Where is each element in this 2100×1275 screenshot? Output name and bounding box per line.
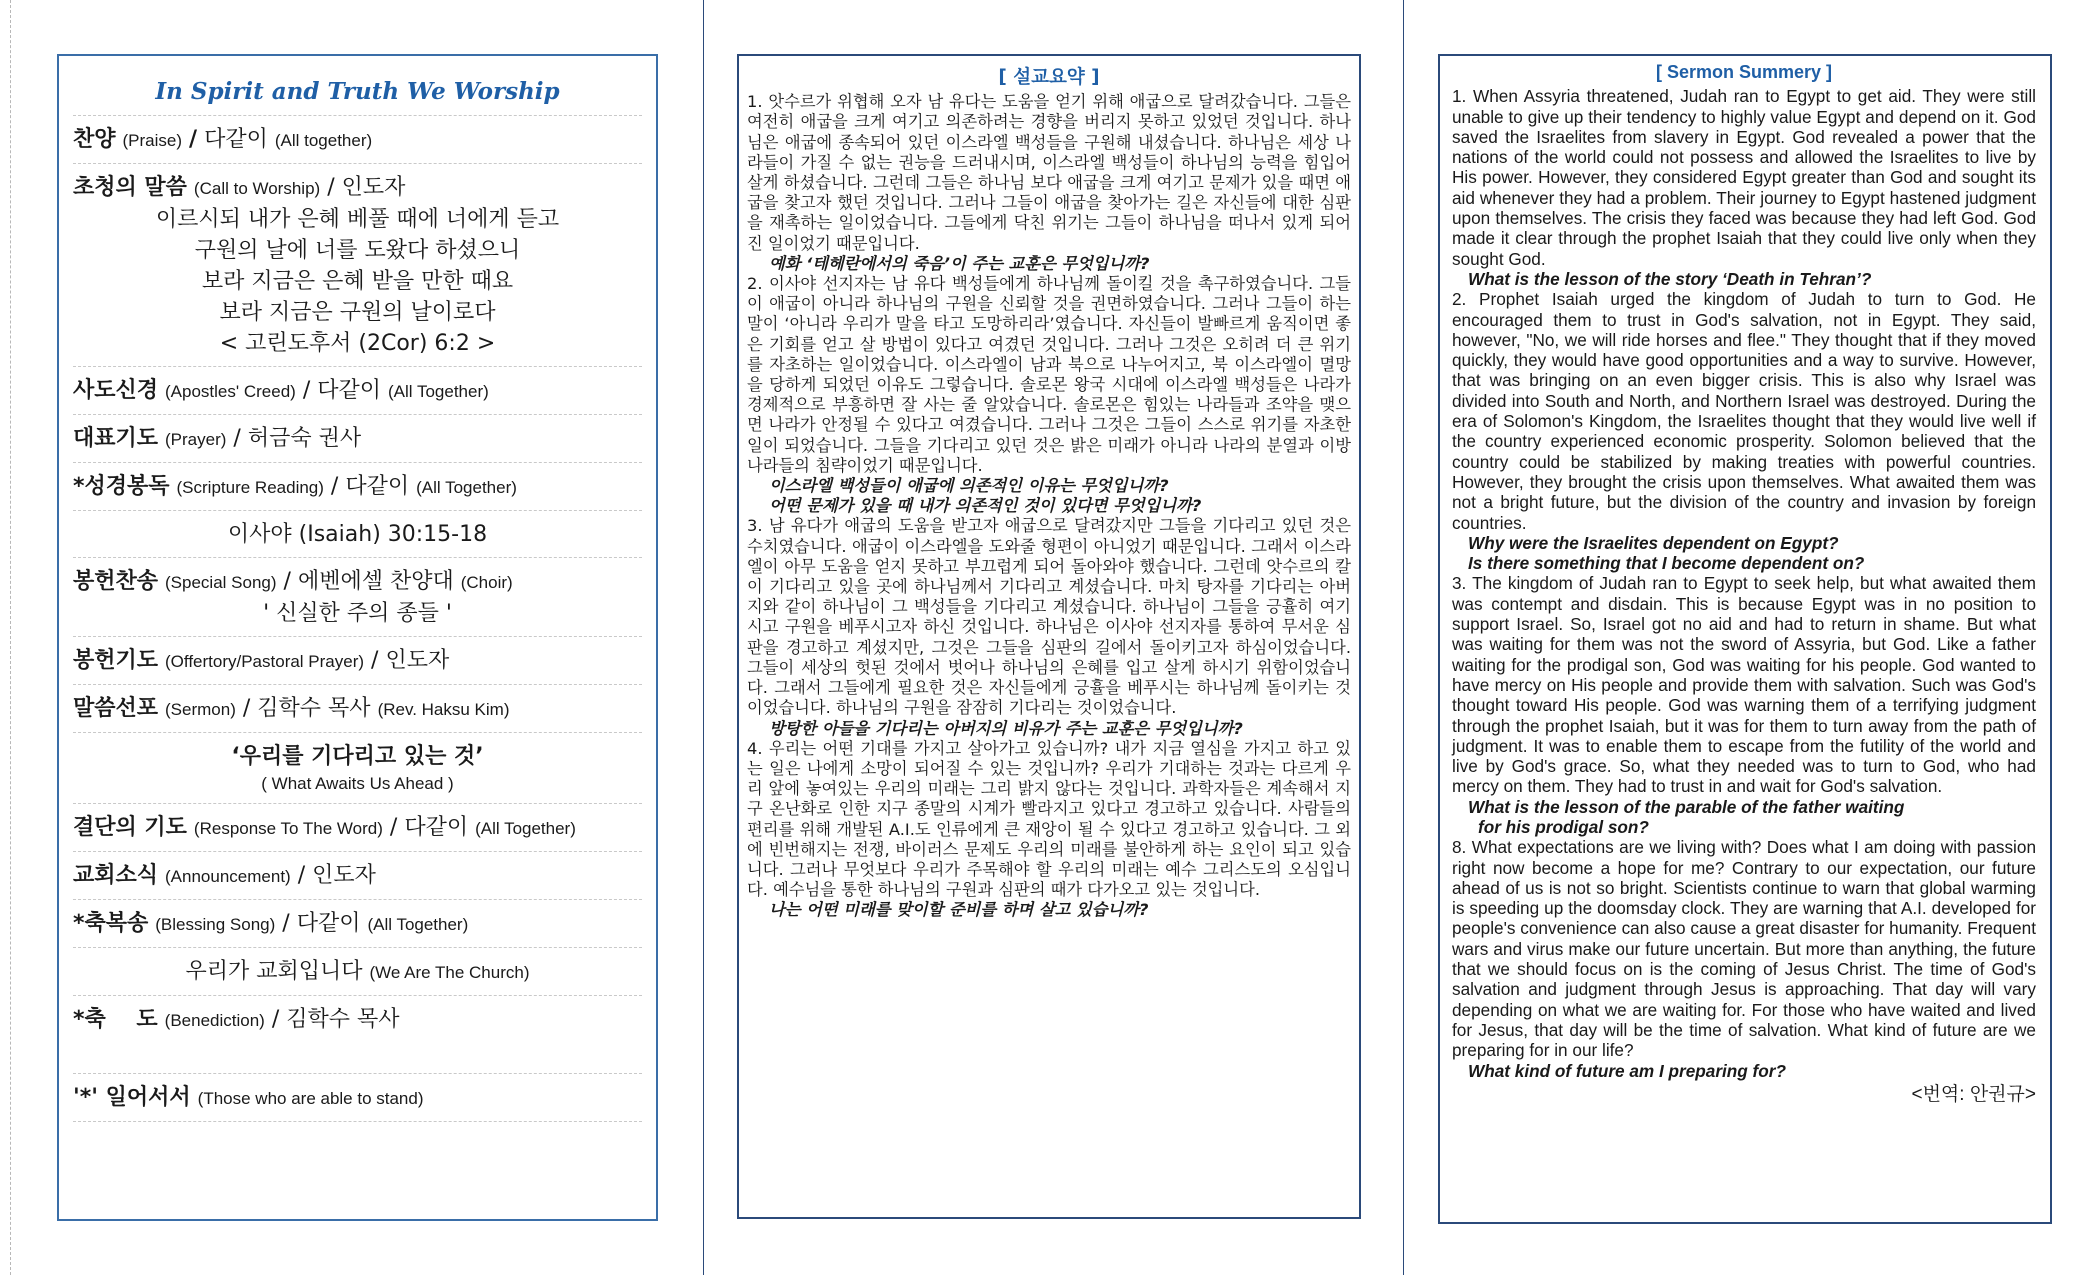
order-item-response: 결단의 기도 (Response To The Word) / 다같이 (All Together): [73, 803, 642, 851]
stand-note: '*' 일어서서 (Those who are able to stand): [73, 1073, 642, 1121]
order-item-offertory-prayer: 봉헌기도 (Offertory/Pastoral Prayer) / 인도자: [73, 636, 642, 684]
order-item-call-to-worship: 초청의 말씀 (Call to Worship) / 인도자 이르시되 내가 은혜 베풀 때에 너에게 듣고 구원의 날에 너를 도왔다 하셨으니 보라 지금은 은혜 받을 만한 때요 보라 지금은 구원의 날이로다 < 고린도후서 (2Cor) 6:2 >: [73, 163, 642, 366]
sermon-title: ‘우리를 기다리고 있는 것’: [231, 744, 484, 769]
korean-question-3: 방탕한 아들을 기다리는 아버지의 비유가 주는 교훈은 무엇입니까?: [769, 718, 1243, 738]
order-item-apostles-creed: 사도신경 (Apostles' Creed) / 다같이 (All Together): [73, 366, 642, 414]
korean-paragraph-2: 2. 이사야 선지자는 남 유다 백성들에게 하나님께 돌이킬 것을 촉구하였습니다. 그들이 애굽이 아니라 하나님의 구원을 신뢰할 것을 권면하였습니다. 그러나 그들이 하는 말이 ‘아니라 우리가 말을 타고 도망하리라’였습니다. 자신들이 발빠르게 움직이면 좋은 기회를 얻고 살 방법이 있다고 여겼던 것입니다. 그러나 그것은 오히려 더 큰 위기를 자초하는 일이었습니다. 이스라엘이 남과 북으로 나누어지고, 북 이스라엘이 멸망을 당하게 되었던 이유도 그렇습니다. 솔로몬 왕국 시대에 이스라엘 백성들은 나라가 경제적으로 부흥하면 잘 사는 줄 알았습니다. 솔로몬은 힘있는 나라들과 조약을 맺으면 나라가 안정될 수 있다고 여겼습니다. 그러나 그것은 그들이 스스로 위기를 자초한 일이 되었습니다. 그들을 기다리고 있던 것은 밝은 미래가 아니라 나라의 분열과 이방 나라들의 침략이었기 때문입니다.: [747, 274, 1351, 475]
korean-summary-panel: [737, 54, 1361, 1219]
korean-paragraph-4: 4. 우리는 어떤 기대를 가지고 살아가고 있습니까? 내가 지금 열심을 가지고 하고 있는 일은 나에게 소망이 되어질 수 있는 것입니까? 우리가 기대하는 것과는 다르게 우리 앞에 놓여있는 우리의 미래는 그리 밝지 않다는 것입니다. 과학자들은 계속해서 지구 온난화로 인한 지구 종말의 시계가 빨라지고 있다고 경고하고 있습니다. 사람들의 편리를 위해 개발된 A.I.도 인류에게 큰 재앙이 될 수 있다고 경고하고 있습니다. 그 외에 빈번해지는 전쟁, 바이러스 문제도 우리의 미래를 불안하게 하는 요인이 되고 있습니다. 그러나 무엇보다 우리가 주목해야 할 우리의 미래는 예수 그리스도의 오심입니다. 예수님을 통한 하나님의 구원과 심판의 때가 다가오고 있는 것입니다.: [747, 738, 1351, 900]
english-paragraph-4: 8. What expectations are we living with? Does what I am doing with passion right now become a hope for me? Contrary to our expectation, our future ahead of us is not so bright. Scientists continue to warn that global warming is speeding up the doomsday clock. They are warning that A.I. developed for people's convenience can also cause a great disaster for humanity. Frequent wars and virus make our future uncertain. But more than anything, the future that we should focus on is the coming of Jesus Christ. The time of God's salvation and judgment through Jesus is approaching. That day will vary depending on what we are waiting for. For those who have waited and lived for Jesus, that day will be the time of salvation. What kind of future are we preparing for in our life?: [1452, 837, 2036, 1061]
sermon-title-block: [73, 732, 642, 803]
korean-question-4: 나는 어떤 미래를 맞이할 준비를 하며 살고 있습니까?: [769, 900, 1149, 920]
order-item-praise: 찬양 (Praise) / 다같이 (All together): [73, 115, 642, 163]
church-song: 우리가 교회입니다 (We Are The Church): [73, 947, 642, 995]
order-item-benediction: *축 도 (Benediction) / 김학수 목사: [73, 995, 642, 1073]
call-verse: 보라 지금은 은혜 받을 만한 때요: [201, 269, 514, 294]
english-question-1: What is the lesson of the story ‘Death in Tehran’?: [1468, 268, 1872, 289]
order-item-prayer: 대표기도 (Prayer) / 허금숙 권사: [73, 414, 642, 462]
order-item-announcement: 교회소식 (Announcement) / 인도자: [73, 851, 642, 899]
order-title: In Spirit and Truth We Worship: [155, 78, 560, 105]
english-summary-title: [ Sermon Summery ]: [1655, 62, 1833, 82]
order-of-worship-panel: [57, 54, 658, 1221]
sermon-title-en: ( What Awaits Us Ahead ): [261, 774, 454, 793]
english-question-3b: for his prodigal son?: [1478, 816, 1649, 837]
translator-credit: <번역: 안권규>: [1911, 1083, 2036, 1105]
english-summary-panel: [1438, 54, 2052, 1224]
order-item-sermon: 말씀선포 (Sermon) / 김학수 목사 (Rev. Haksu Kim): [73, 684, 642, 732]
english-paragraph-3: 3. The kingdom of Judah ran to Egypt to seek help, but what awaited them was contempt and disdain. This is because Egypt was in no position to support Israel. So, Israel got no aid and had to return in shame. But what was waiting for them was not the sword of Assyria, but God. Like a father waiting for the prodigal son, God was waiting for his people. God wanted to have mercy on His people and provide them with salvation. Such was God's thought toward His people. God was warning them of a terrifying judgment through the prophet Isaiah, but it was for them to turn away from the path of judgment. It was to enable them to escape from the futility of the world and live by God's grace. So, what they needed was to turn to God, who had mercy on them. They had to trust in and wait for God's salvation.: [1452, 573, 2036, 797]
english-question-2a: Why were the Israelites dependent on Egypt?: [1468, 532, 1839, 553]
order-item-blessing-song: *축복송 (Blessing Song) / 다같이 (All Together): [73, 899, 642, 947]
fold-line-1: [703, 0, 704, 1275]
special-song-title: ' 신실한 주의 종들 ': [263, 601, 452, 626]
english-question-4: What kind of future am I preparing for?: [1468, 1060, 1786, 1081]
english-question-3a: What is the lesson of the parable of the father waiting: [1468, 796, 1905, 817]
english-paragraph-2: 2. Prophet Isaiah urged the kingdom of Judah to turn to God. He encouraged them to trust in God's salvation, not in Egypt. They said, however, "No, we will ride horses and flee." They thought that if they moved quickly, they would have good opportunities and a way to survive. However, that was bringing on an even bigger crisis. This is also why Israel was divided into South and North, and Northern Israel was destroyed. During the era of Solomon's Kingdom, the Israelites thought that they would live well if the country experienced economic prosperity. Solomon believed that the country could be stabilized by making treaties with powerful countries. However, they brought the crisis upon themselves. What awaited them was not a bright future, but the division of the country and invasion by foreign countries.: [1452, 289, 2036, 533]
order-item-special-song: 봉헌찬송 (Special Song) / 에벤에셀 찬양대 (Choir) ' 신실한 주의 종들 ': [73, 557, 642, 636]
page-edge-left: [10, 0, 11, 1275]
korean-summary-title: [ 설교요약 ]: [998, 67, 1100, 88]
korean-question-1: 예화 ‘테헤란에서의 죽음’이 주는 교훈은 무엇입니까?: [769, 253, 1150, 273]
fold-line-2: [1403, 0, 1404, 1275]
call-verse: 구원의 날에 너를 도왔다 하셨으니: [194, 238, 521, 263]
korean-paragraph-3: 3. 남 유다가 애굽의 도움을 받고자 애굽으로 달려갔지만 그들을 기다리고 있던 것은 수치였습니다. 애굽이 이스라엘을 도와줄 형편이 아니었기 때문입니다. 그래서 이스라엘이 아무 도움을 얻지 못하고 부끄럽게 되어 돌아와야 했습니다. 그런데 앗수르의 칼이 기다리고 있을 곳에 하나님께서 기다리고 계셨습니다. 마치 탕자를 기다리는 아버지와 같이 하나님이 그 백성들을 기다리고 계셨습니다. 하나님이 그들을 긍휼히 여기시고 구원을 베푸시고자 하신 것입니다. 하나님은 이사야 선지자를 통하여 무서운 심판을 경고하고 계셨지만, 그것은 그들을 심판의 길에서 돌이키고자 하심이었습니다. 그들이 세상의 헛된 것에서 벗어나 하나님의 은혜를 입고 살게 하시기 위함이었습니다. 그래서 그들에게 필요한 것은 자신들에게 긍휼을 베푸시는 하나님께 돌이키는 것이었습니다. 하나님의 구원을 잠잠히 기다리는 것이었습니다.: [747, 516, 1351, 718]
call-verse-reference: < 고린도후서 (2Cor) 6:2 >: [219, 331, 496, 356]
scripture-reference: 이사야 (Isaiah) 30:15-18: [73, 510, 642, 557]
call-verse: 이르시되 내가 은혜 베풀 때에 너에게 듣고: [155, 207, 560, 232]
korean-paragraph-1: 1. 앗수르가 위협해 오자 남 유다는 도움을 얻기 위해 애굽으로 달려갔습니다. 그들은 여전히 애굽을 크게 여기고 의존하려는 경향을 버리지 못하고 있었던 것입니다. 하나님은 애굽에 종속되어 있던 이스라엘 백성들을 구원해 내셨습니다. 하나님은 세상 나라들이 가질 수 없는 권능을 드러내시며, 이스라엘 백성들이 하나님의 능력을 힘입어 살게 하셨습니다. 그런데 그들은 하나님 보다 애굽을 크게 여기고 문제가 있을 때면 애굽을 찾고자 했던 것입니다. 그러나 그들이 애굽을 찾아가는 길은 자신들에 대한 심판을 재촉하는 일이었습니다. 그들에게 닥친 위기는 그들이 하나님을 떠나서 있게 되어진 일이었기 때문입니다.: [747, 92, 1351, 253]
order-item-scripture-reading: *성경봉독 (Scripture Reading) / 다같이 (All Together): [73, 462, 642, 510]
korean-question-2b: 어떤 문제가 있을 때 내가 의존적인 것이 있다면 무엇입니까?: [769, 496, 1202, 516]
korean-question-2a: 이스라엘 백성들이 애굽에 의존적인 이유는 무엇입니까?: [769, 476, 1169, 496]
english-paragraph-1: 1. When Assyria threatened, Judah ran to Egypt to get aid. They were still unable to give up their tendency to highly value Egypt and depend on it. God saved the Israelites from slavery in Egypt. God revealed a power that the nations of the world could not possess and allowed the Israelites to live by His power. However, they considered Egypt greater than God and sought its aid whenever they had a problem. Their journey to Egypt hastened judgment upon themselves. The crisis they faced was because they had left God. God made it clear through the prophet Isaiah that they could live only when they sought God.: [1452, 86, 2036, 269]
english-question-2b: Is there something that I become dependent on?: [1468, 553, 1865, 574]
call-verse: 보라 지금은 구원의 날이로다: [219, 300, 496, 325]
